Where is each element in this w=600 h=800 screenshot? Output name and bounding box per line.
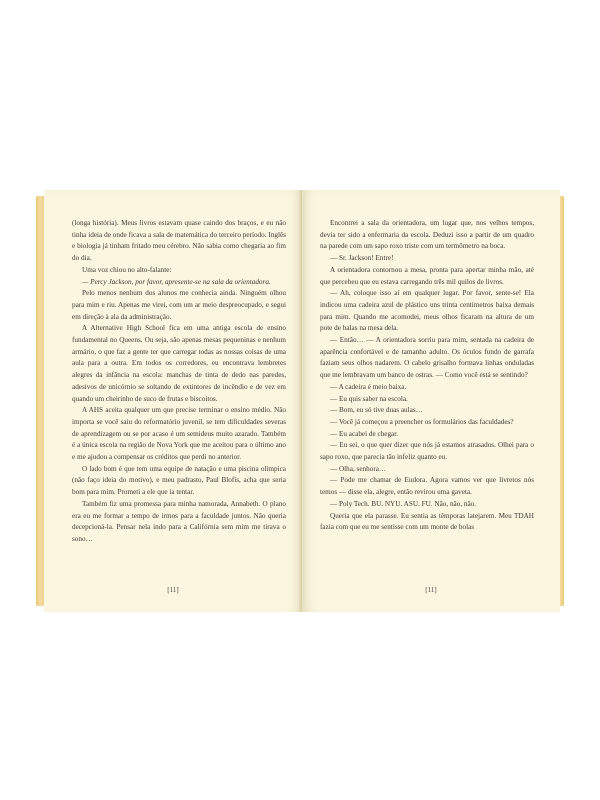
paragraph: — Poly Tech. BU. NYU. ASU. FU. Não, não, não. bbox=[330, 499, 477, 508]
paragraph: O lado bom é que tem uma equipe de natação e uma piscina olímpica (não faço ideia do motivo), e meu padrasto, Paul Blofis, acha que seria bom para mim. Prometi a ele que ia tentar. bbox=[72, 464, 286, 497]
paragraph: A orientadora contornou a mesa, pronta para apertar minha mão, até que percebeu que eu estava carregando três mil quilos de livros. bbox=[320, 265, 534, 286]
paragraph: Uma voz chiou no alto-falante: bbox=[82, 265, 172, 274]
paragraph: A AHS aceita qualquer um que precise terminar o ensino médio. Não importa se você saiu do reformatório juvenil, se tem dificuldades severas de aprendizagem ou se por acaso é um semideus muito azarado. Também é a única escola na região de Nova York que me aceitou para o último ano e me ajudou a compensar os créditos que perdi no anterior. bbox=[72, 406, 286, 462]
paragraph: (longa história). Meus livros estavam quase caindo dos braços, e eu não tinha ideia de onde ficava a sala de matemática do terceiro período. Inglês e biologia já tinham fritado meu cérebro. Não sabia como chegaria ao fim do dia. bbox=[72, 219, 286, 263]
paragraph: — Então… — A orientadora sorriu para mim, sentada na cadeira de aparência confortável e de tamanho adulto. Os óculos fundo de garrafa faziam seus olhos nadarem. O cabelo grisalho formava linhas onduladas que me lembravam um banco de ostras. — Como você está se sentindo? bbox=[320, 336, 534, 380]
paragraph: — Olha, senhora… bbox=[330, 464, 387, 473]
paragraph: — Ah, coloque isso aí em qualquer lugar. Por favor, sente-se! Ela indicou uma cadeira azul de plástico uns trinta centímetros baixa demais para mim. Quando me acomodei, meus olhos ficaram na altura de um pote de balas na mesa dela. bbox=[320, 289, 534, 333]
paragraph: — Pode me chamar de Eudora. Agora vamos ver que livretos nós temos — disse ela, alegre, então revirou uma gaveta. bbox=[320, 476, 534, 497]
paragraph: — A cadeira é meio baixa. bbox=[330, 382, 407, 391]
paragraph: — Você já começou a preencher os formulários das faculdades? bbox=[330, 417, 514, 426]
left-page-text bbox=[72, 218, 286, 546]
page-number-right: [11] bbox=[425, 586, 437, 594]
page-number-left: [11] bbox=[167, 586, 179, 594]
paragraph: Também fiz uma promessa para minha namorada, Annabeth. O plano era eu me formar a tempo de irmos para a faculdade juntos. Não queria decepcioná-la. Pensar nela indo para a Califórnia sem mim me tirava o sono… bbox=[72, 499, 286, 543]
paragraph: Pelo menos nenhum dos alunos me conhecia ainda. Ninguém olhou para mim e riu. Apenas me virei, com um ar meio despreocupado, e segui em direção à ala da administração. bbox=[72, 289, 286, 321]
right-page-text bbox=[320, 218, 534, 534]
paragraph: A Alternative High School fica em uma antiga escola de ensino fundamental no Queens. Ou seja, são apenas mesas pequeninas e nenhum armário, o que faz a gente ter que carregar todas as nossas coisas de uma aula para a outra. Em todos os corredores, eu encontrava lembretes alegres da infância na escola: manchas de tinta de dedo nas paredes, adesivos de unicórnio se soltando de extintores de incêndio e de vez em quando um cheirinho de suco de frutas e biscoitos. bbox=[72, 324, 286, 403]
paragraph: — Sr. Jackson! Entre! bbox=[330, 254, 394, 263]
right-page bbox=[302, 190, 560, 612]
open-book bbox=[36, 190, 564, 612]
paragraph: — Eu quis saber na escola. bbox=[330, 394, 408, 403]
page-edges-left bbox=[36, 196, 44, 606]
left-page bbox=[44, 190, 302, 612]
paragraph: — Bom, eu só tive duas aulas… bbox=[330, 406, 423, 415]
paragraph: — Eu sei, o que quer dizer que nós já estamos atrasados. Olhei para o sapo roxo, que parecia tão infeliz quanto eu. bbox=[320, 441, 534, 462]
paragraph: — Percy Jackson, por favor, apresente-se na sala da orientadora. bbox=[82, 277, 271, 286]
paragraph: — Eu acabei de chegar. bbox=[330, 429, 399, 438]
paragraph: Queria que ela parasse. Eu sentia as têmporas latejarem. Meu TDAH fazia com que eu me sentisse com um monte de bolas bbox=[320, 511, 534, 532]
paragraph: Encontrei a sala da orientadora, um lugar que, nos velhos tempos, devia ter sido a enfermaria da escola. Deduzi isso a partir de um quadro na parede com um sapo roxo triste com um termômetro na boca. bbox=[320, 219, 534, 251]
